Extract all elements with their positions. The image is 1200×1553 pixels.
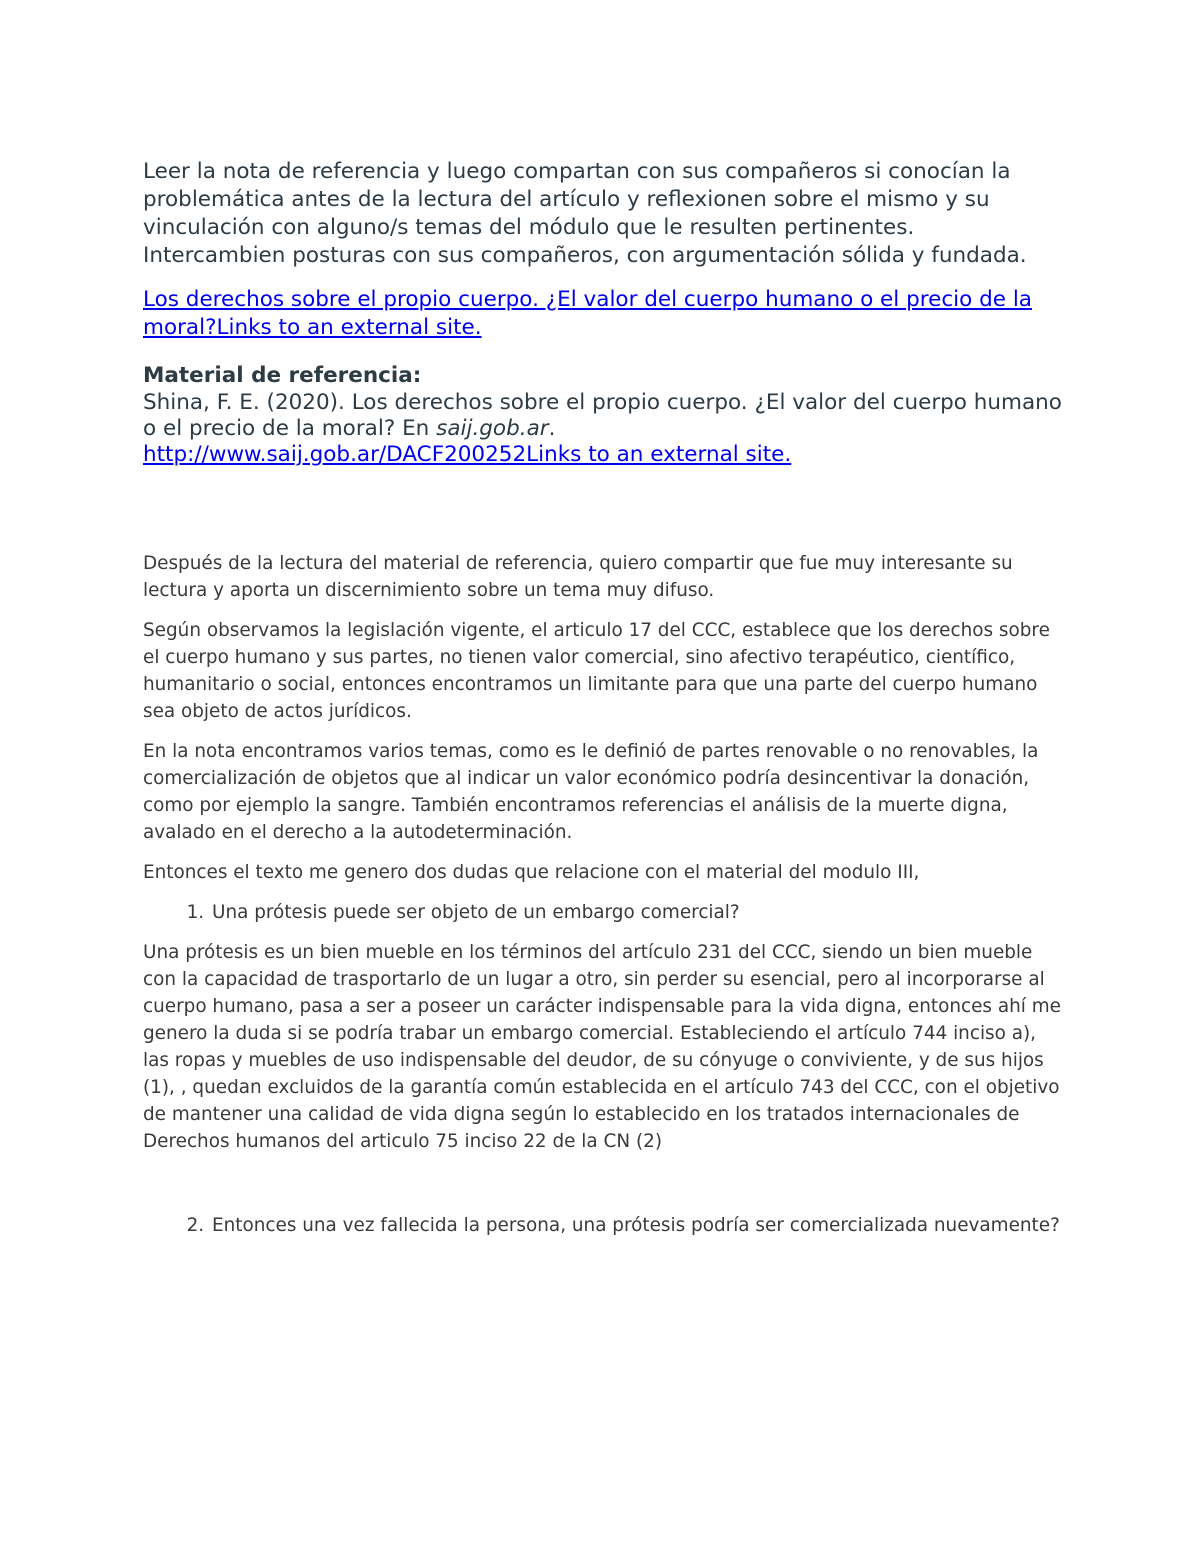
citation-suffix: . [548, 416, 556, 441]
spacer [143, 468, 1063, 550]
body-paragraph-2: Según observamos la legislación vigente, el articulo 17 del CCC, establece que los derechos sobre el cuerpo humano y sus partes, no tienen valor comercial, sino afectivo terapéutico, científico, humanitario o social, entonces encontramos un limitante para que una parte del cuerpo humano sea objeto de actos jurídicos. [143, 620, 1050, 722]
assignment-instructions: Leer la nota de referencia y luego compartan con sus compañeros si conocían la problemática antes de la lectura del artículo y reflexionen sobre el mismo y su vinculación con alguno/s temas del módulo que le resulten pertinentes. Intercambien posturas con sus compañeros, con argumentación sólida y fundada. [143, 159, 1027, 268]
body-paragraph-4: Entonces el texto me genero dos dudas que relacione con el material del modulo III, [143, 862, 920, 883]
body-paragraph-1: Después de la lectura del material de referencia, quiero compartir que fue muy interesante su lectura y aporta un discernimiento sobre un tema muy difuso. [143, 553, 1013, 601]
reference-heading: Material de referencia: [143, 363, 422, 388]
document-page [143, 158, 1063, 1252]
body-paragraph-3: En la nota encontramos varios temas, como es le definió de partes renovable o no renovables, la comercialización de objetos que al indicar un valor económico podría desincentivar la donación, como por ejemplo la sangre. También encontramos referencias el análisis de la muerte digna, avalado en el derecho a la autodeterminación. [143, 741, 1039, 843]
question-list-2 [143, 1212, 1063, 1239]
citation-source: saij.gob.ar [436, 416, 549, 441]
question-list-1 [143, 899, 1063, 926]
article-link[interactable]: Los derechos sobre el propio cuerpo. ¿El valor del cuerpo humano o el precio de la moral?Links to an external site. [143, 287, 1032, 340]
reference-url-link[interactable]: http://www.saij.gob.ar/DACF200252Links to an external site. [143, 442, 792, 467]
article-link-paragraph [143, 286, 1063, 342]
question-2: 2. Entonces una vez fallecida la persona, una prótesis podría ser comercializada nuevamente? [210, 1212, 1063, 1239]
answer-paragraph-1: Una prótesis es un bien mueble en los términos del artículo 231 del CCC, siendo un bien mueble con la capacidad de trasportarlo de un lugar a otro, sin perder su esencial, pero al incorporarse al cuerpo humano, pasa a ser a poseer un carácter indispensable para la vida digna, entonces ahí me genero la duda si se podría trabar un embargo comercial. Estableciendo el artículo 744 inciso a), las ropas y muebles de uso indispensable del deudor, de su cónyuge o conviviente, y de sus hijos (1), , quedan excluidos de la garantía común establecida en el artículo 743 del CCC, con el objetivo de mantener una calidad de vida digna según lo establecido en los tratados internacionales de Derechos humanos del articulo 75 inciso 22 de la CN (2) [143, 942, 1061, 1152]
citation-text: Shina, F. E. (2020). Los derechos sobre el propio cuerpo. ¿El valor del cuerpo humano o el precio de la moral? En [143, 390, 1062, 441]
reference-citation [143, 390, 1063, 468]
question-1: 1. Una prótesis puede ser objeto de un embargo comercial? [210, 899, 1063, 926]
spacer [143, 1168, 1063, 1212]
